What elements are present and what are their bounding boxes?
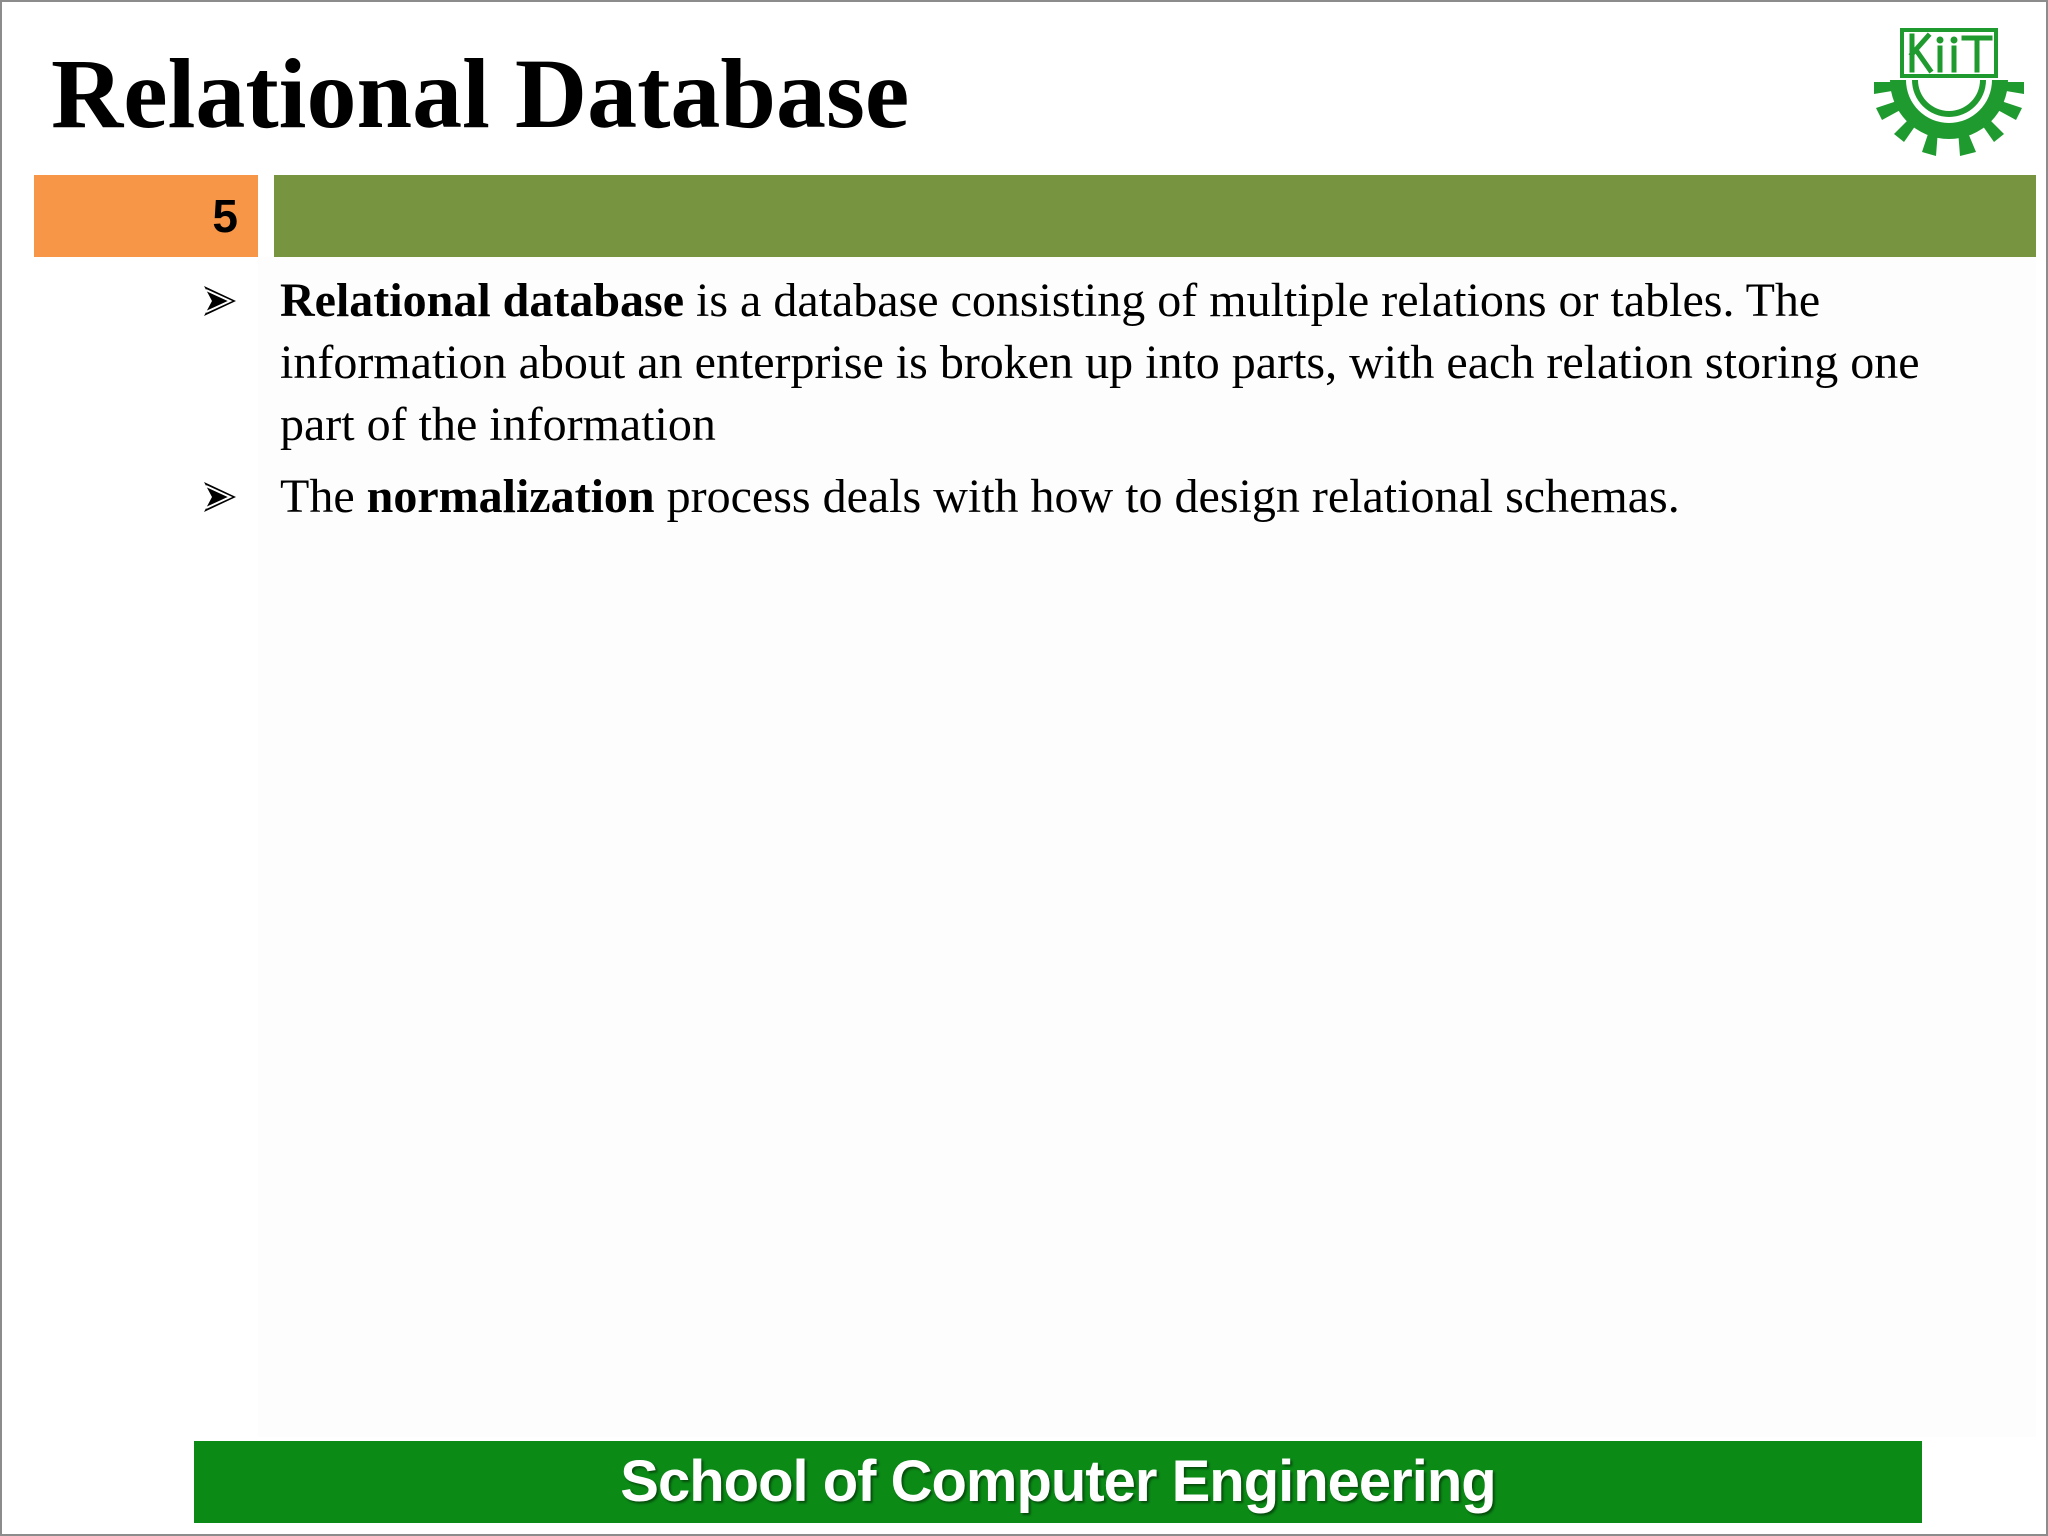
bullet-bold-term: normalization (366, 470, 655, 523)
slide-number: 5 (212, 190, 238, 242)
arrow-bullet-icon (202, 284, 238, 318)
bullet-list (202, 270, 1932, 538)
slide-title: Relational Database (51, 38, 910, 149)
bullet-item (202, 270, 1932, 456)
slide-number-box (34, 175, 258, 257)
arrow-bullet-icon (202, 480, 238, 514)
bullet-text-prefix: The (280, 470, 367, 523)
bullet-bold-term: Relational database (280, 274, 685, 327)
bullet-item (202, 466, 1932, 528)
bullet-text: is a database consisting of multiple relations or tables. The information about an enterprise is broken up into parts, with each relation storing one part of the information (280, 274, 1920, 451)
footer-text: School of Computer Engineering (620, 1449, 1496, 1514)
kiit-logo-icon (1860, 24, 2038, 159)
bullet-text: process deals with how to design relational schemas. (654, 470, 1680, 523)
footer-banner (194, 1441, 1922, 1523)
title-accent-bar (274, 175, 2036, 257)
